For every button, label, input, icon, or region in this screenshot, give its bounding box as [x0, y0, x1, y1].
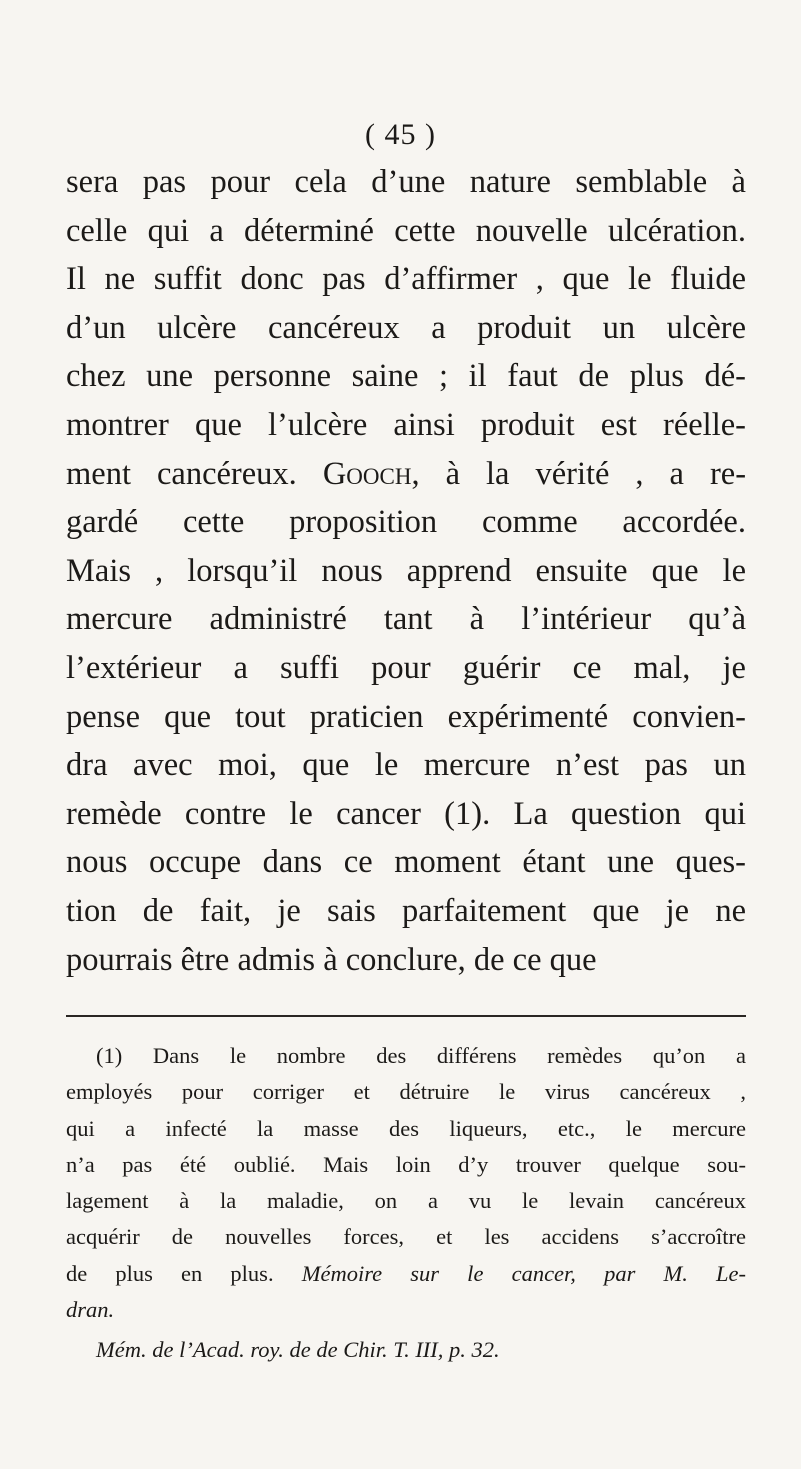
text-line: pourrais être admis à conclure, de ce que: [66, 941, 597, 978]
footnote-separator-rule: [66, 1015, 746, 1017]
text-fragment: ment cancéreux.: [66, 455, 297, 492]
footnote-line: acquérir de nouvelles forces, et les accidens s’accroître: [66, 1224, 746, 1250]
text-line: dra avec moi, que le mercure n’est pas un: [66, 747, 746, 784]
text-line: nous occupe dans ce moment étant une ques-: [66, 844, 746, 881]
text-line: Il ne suffit donc pas d’affirmer , que le fluide: [66, 261, 746, 298]
footnote-citation-title: Mémoire sur le cancer, par M. Le-: [301, 1260, 746, 1286]
text-line: d’un ulcère cancéreux a produit un ulcère: [66, 309, 746, 346]
footnote-line: qui a infecté la masse des liqueurs, etc., le mercure: [66, 1115, 746, 1141]
text-fragment: , à la vérité , a re-: [411, 455, 747, 492]
footnote-fragment: de plus en plus.: [66, 1260, 274, 1286]
footnote-line: dran.: [66, 1297, 115, 1323]
footnote-line: n’a pas été oublié. Mais loin d’y trouver quelque sou-: [66, 1151, 746, 1177]
footnote-line: (1) Dans le nombre des différens remèdes qu’on a: [96, 1043, 746, 1068]
text-line: mercure administré tant à l’intérieur qu’à: [66, 601, 746, 638]
text-line: sera pas pour cela d’une nature semblable à: [66, 164, 746, 200]
text-line: Mais , lorsqu’il nous apprend ensuite que le: [66, 552, 746, 589]
footnote-line: employés pour corriger et détruire le virus cancéreux ,: [66, 1079, 746, 1105]
text-line: [66, 450, 746, 499]
text-line: celle qui a déterminé cette nouvelle ulcération.: [66, 212, 746, 249]
page-number: ( 45 ): [365, 118, 436, 151]
text-line: gardé cette proposition comme accordée.: [66, 504, 746, 541]
author-name-gooch: Gooch: [322, 455, 412, 492]
text-line: pense que tout praticien expérimenté convien-: [66, 698, 746, 735]
body-text: [66, 158, 746, 984]
text-line: montrer que l’ulcère ainsi produit est réelle-: [66, 406, 746, 443]
footnote-line: [66, 1256, 746, 1292]
footnote-line: lagement à la maladie, on a vu le levain cancéreux: [66, 1188, 746, 1214]
text-line: l’extérieur a suffi pour guérir ce mal, je: [66, 649, 746, 686]
footnote: [66, 1038, 746, 1369]
footnote-source-reference: Mém. de l’Acad. roy. de de Chir. T. III, p. 32.: [96, 1337, 500, 1363]
text-line: chez une personne saine ; il faut de plus dé-: [66, 358, 746, 395]
text-line: tion de fait, je sais parfaitement que je ne: [66, 892, 746, 929]
text-line: remède contre le cancer (1). La question qui: [66, 795, 746, 832]
